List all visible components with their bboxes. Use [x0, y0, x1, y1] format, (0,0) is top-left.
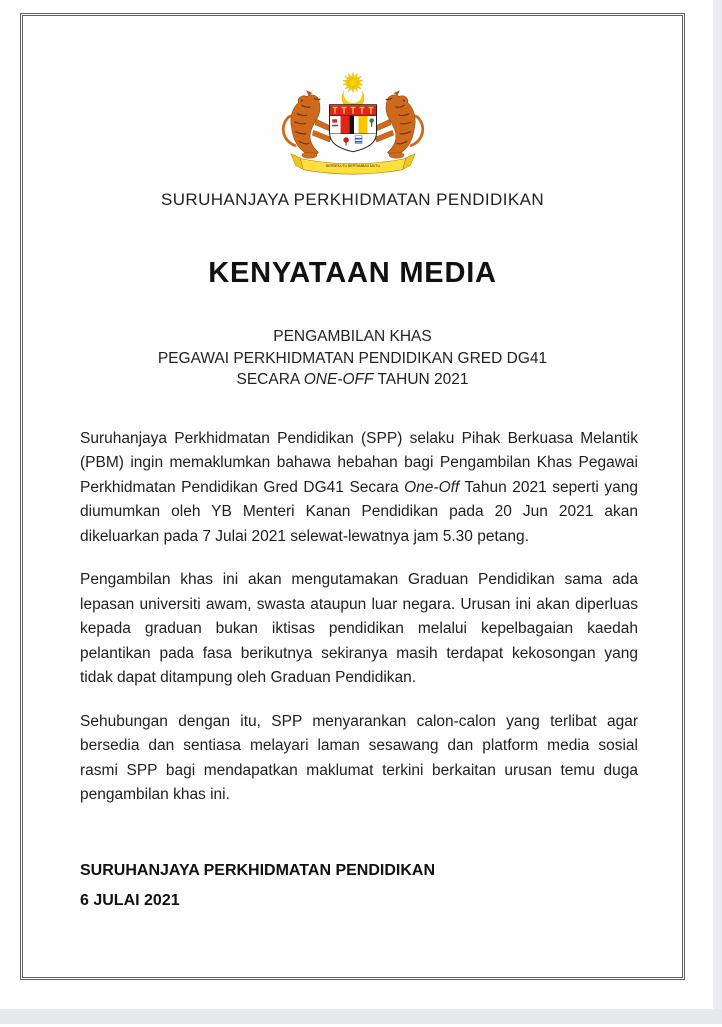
subtitle-line-2: PEGAWAI PERKHIDMATAN PENDIDIKAN GRED DG41: [157, 349, 548, 367]
motto-text: BERSEKUTU BERTAMBAH MUTU: [325, 163, 380, 168]
signoff-block: [80, 856, 638, 916]
paragraph-3: Sehubungan dengan itu, SPP menyarankan calon-calon yang terlibat agar bersedia dan sentiasa melayari laman sesawang dan platform media sosial rasmi SPP bagi mendapatkan maklumat terkini berkaitan urusan temu duga pengambilan khas ini.: [80, 712, 638, 803]
tiger-right-icon: [375, 90, 423, 158]
paragraph-2: Pengambilan khas ini akan mengutamakan Graduan Pendidikan sama ada lepasan universiti awam, swasta ataupun luar negara. Urusan ini akan diperluas kepada graduan bukan iktisas pendidikan melalui kepelbagaian kaedah pelantikan pada fasa berikutnya sekiranya masih terdapat kekosongan yang tidak dapat ditampung oleh Graduan Pendidikan.: [80, 571, 638, 686]
tiger-left-icon: [283, 90, 331, 158]
shield-icon: [329, 105, 376, 152]
screen-edge-strip-right: [713, 0, 722, 1024]
document-title: KENYATAAN MEDIA: [208, 257, 497, 289]
malaysia-coat-of-arms-emblem: [277, 66, 429, 178]
document-subtitle: [23, 326, 682, 391]
paragraph-1: Suruhanjaya Perkhidmatan Pendidikan (SPP) selaku Pihak Berkuasa Melantik (PBM) ingin memaklumkan bahawa hebahan bagi Pengambilan Khas Pegawai Perkhidmatan Pendidikan Gred DG41 Secara One-Off Tahun 2021 seperti yang diumumkan oleh YB Menteri Kanan Pendidikan pada 20 Jun 2021 akan dikeluarkan pada 7 Julai 2021 selewat-lewatnya jam 5.30 petang.: [80, 429, 638, 545]
subtitle-line-3: SECARA ONE-OFF TAHUN 2021: [236, 371, 469, 388]
body-copy: [80, 427, 638, 808]
document-page: [20, 13, 685, 980]
subtitle-one-off-italic: ONE-OFF: [303, 371, 374, 388]
letterhead-org-name: SURUHANJAYA PERKHIDMATAN PENDIDIKAN: [160, 190, 545, 209]
signoff-date: 6 JULAI 2021: [80, 891, 180, 909]
subtitle-line-1: PENGAMBILAN KHAS: [273, 328, 432, 345]
paragraph-1-one-off-italic: One-Off: [404, 478, 460, 496]
signoff-org-name: SURUHANJAYA PERKHIDMATAN PENDIDIKAN: [80, 861, 435, 879]
document-content: [23, 66, 682, 1027]
